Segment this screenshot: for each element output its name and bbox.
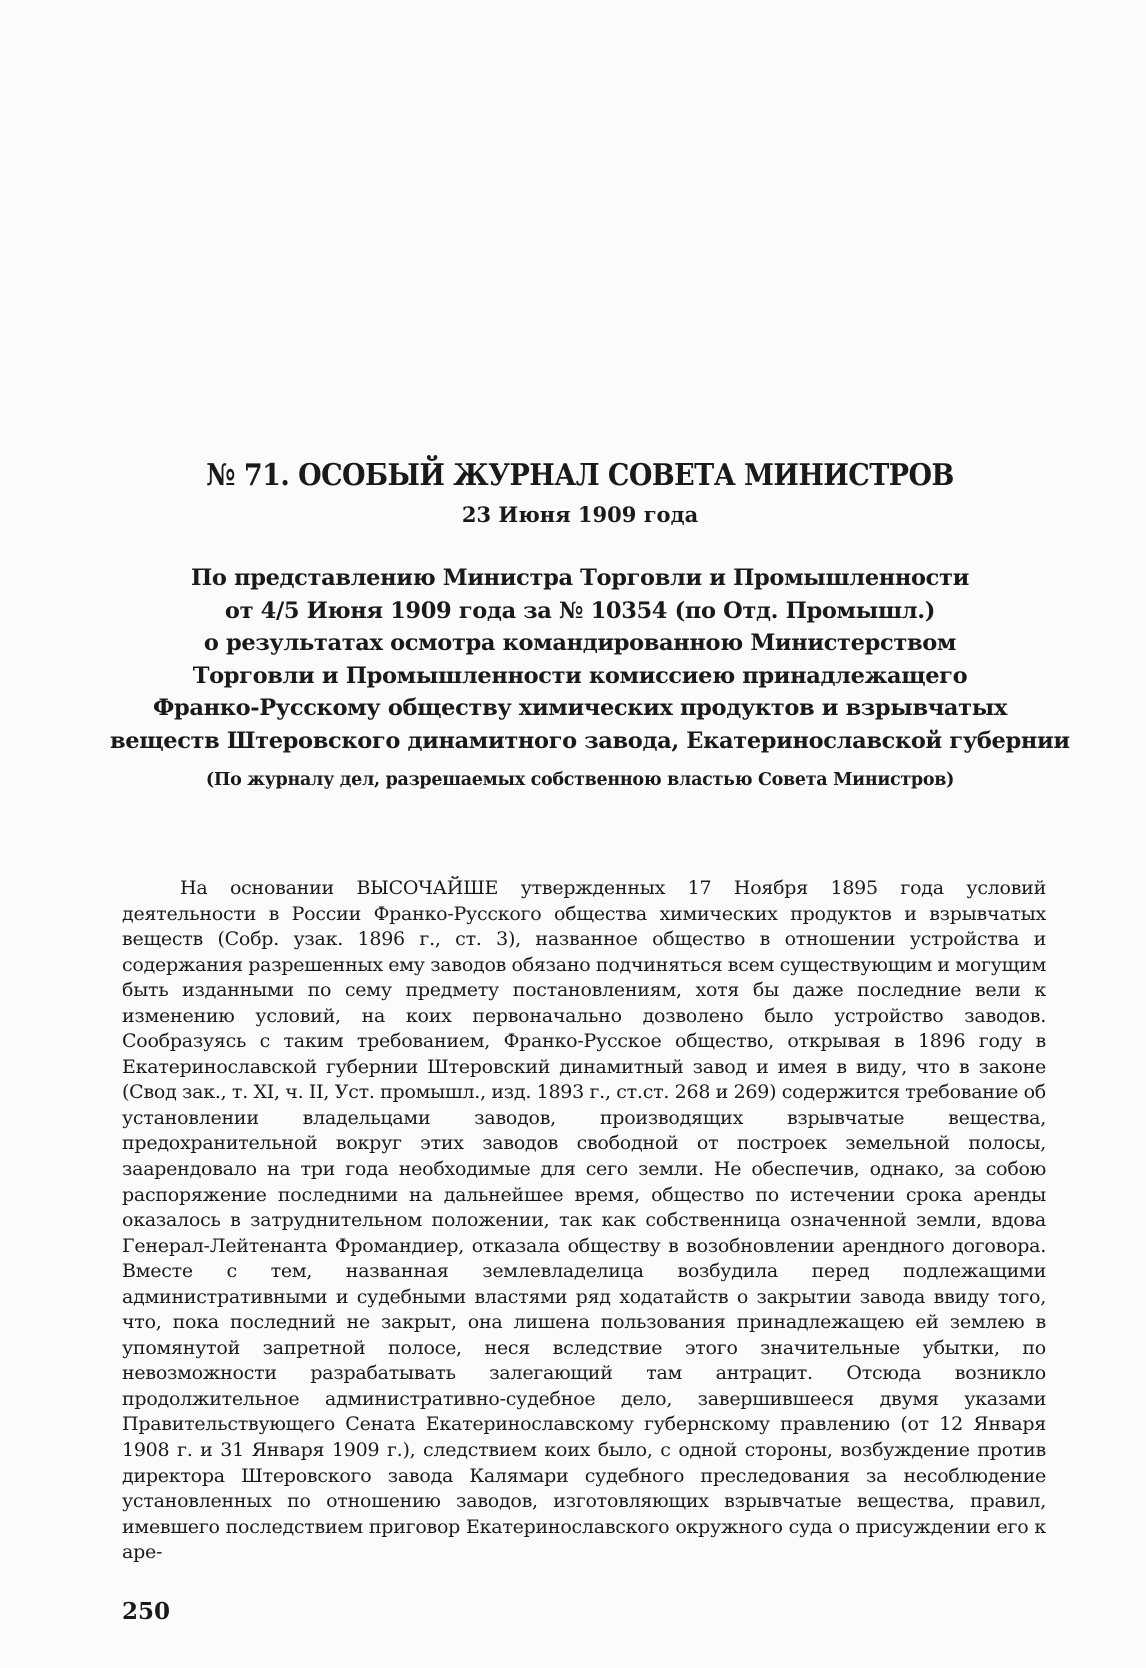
subject-line: Франко-Русскому обществу химических продуктов и взрывчатых xyxy=(152,695,1008,722)
journal-date: 23 Июня 1909 года xyxy=(461,502,699,527)
subject-line: Торговли и Промышленности комиссиею принадлежащего xyxy=(192,662,968,689)
subject-line: от 4/5 Июня 1909 года за № 10354 (по Отд. Промышл.) xyxy=(224,597,936,624)
journal-title: № 71. ОСОБЫЙ ЖУРНАЛ СОВЕТА МИНИСТРОВ xyxy=(206,458,954,493)
page-number: 250 xyxy=(122,1598,171,1625)
journal-heading xyxy=(110,458,1070,792)
journal-subject xyxy=(110,562,1070,758)
subject-line: По представлению Министра Торговли и Промышленности xyxy=(191,565,969,591)
subject-line: о результатах осмотра командированною Министерством xyxy=(203,630,957,657)
journal-note: (По журналу дел, разрешаемых собственною властью Совета Министров) xyxy=(205,769,955,790)
body-paragraph: На основании ВЫСОЧАЙШЕ утвержденных 17 Ноября 1895 года условий деятельности в России Франко-Русского общества химических продуктов и взрывчатых веществ (Собр. узак. 1896 г., ст. 3), названное общество в отношении устройства и содержания разрешенных ему заводов обязано подчиняться всем существующим и могущим быть изданными по сему предмету постановлениям, хотя бы даже последние вели к изменению условий, на коих первоначально дозволено было устройство заводов. Сообразуясь с таким требованием, Франко-Русское общество, открывая в 1896 году в Екатеринославской губернии Штеровский динамитный завод и имея в виду, что в законе (Свод зак., т. XI, ч. II, Уст. промышл., изд. 1893 г., ст.ст. 268 и 269) содержится требование об установлении владельцами заводов, производящих взрывчатые вещества, предохранительной вокруг этих заводов свободной от построек земельной полосы, заарендовало на три года необходимые для сего земли. Не обеспечив, однако, за собою распоряжение последними на дальнейшее время, общество по истечении срока аренды оказалось в затруднительном положении, так как собственница означенной земли, вдова Генерал-Лейтенанта Фромандиер, отказала обществу в возобновлении арендного договора. Вместе с тем, названная землевладелица возбудила перед подлежащими административными и судебными властями ряд ходатайств о закрытии завода ввиду того, что, пока последний не закрыт, она лишена пользования принадлежащею ей землею в упомянутой запретной полосе, неся вследствие этого значительные убытки, по невозможности разрабатывать залегающий там антрацит. Отсюда возникло продолжительное административно-судебное дело, завершившееся двумя указами Правительствующего Сената Екатеринославскому губернскому правлению (от 12 Января 1908 г. и 31 Января 1909 г.), следствием коих было, с одной стороны, возбуждение против директора Штеровского завода Калямари судебного преследования за несоблюдение установленных по отношению заводов, изготовляющих взрывчатые вещества, правил, имевшего последствием приговор Екатеринославского окружного суда о присуждении его к аре- xyxy=(122,877,1046,1564)
subject-line: веществ Штеровского динамитного завода, Екатеринославской губернии xyxy=(110,727,1070,754)
